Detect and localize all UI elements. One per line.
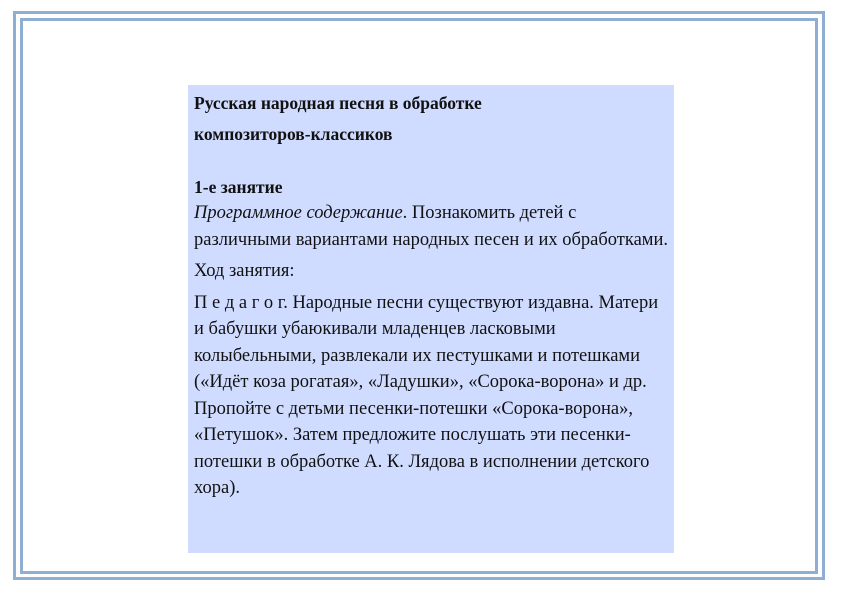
progress-label: Ход занятия:: [194, 261, 295, 281]
teacher-label: П е д а г о г: [194, 292, 284, 313]
teacher-paragraph: [194, 290, 668, 502]
teacher-text: . Народные песни существуют издавна. Матери и бабушки убаюкивали младенцев ласковыми колыбельными, развлекали их пестушками и потешками («Идёт коза рогатая», «Ладушки», «Сорока-ворона» и др. Пропойте с детьми песенки-потешки «Сорока-ворона», «Петушок». Затем предложите послушать эти песенки-потешки в обработке А. К. Лядова в исполнении детского хора).: [194, 292, 659, 498]
title-line-2: композиторов-классиков: [194, 124, 393, 144]
lesson-text-block: [188, 85, 674, 553]
lesson-heading: 1-е занятие: [194, 177, 283, 197]
document-title: [194, 88, 668, 150]
blank-line: [194, 150, 668, 174]
title-line-1: Русская народная песня в обработке: [194, 93, 482, 113]
program-label: Программное содержание: [194, 203, 403, 223]
program-text: . Познакомить детей с различными вариантами народных песен и их обработками.: [194, 203, 669, 250]
program-paragraph: [194, 200, 668, 253]
